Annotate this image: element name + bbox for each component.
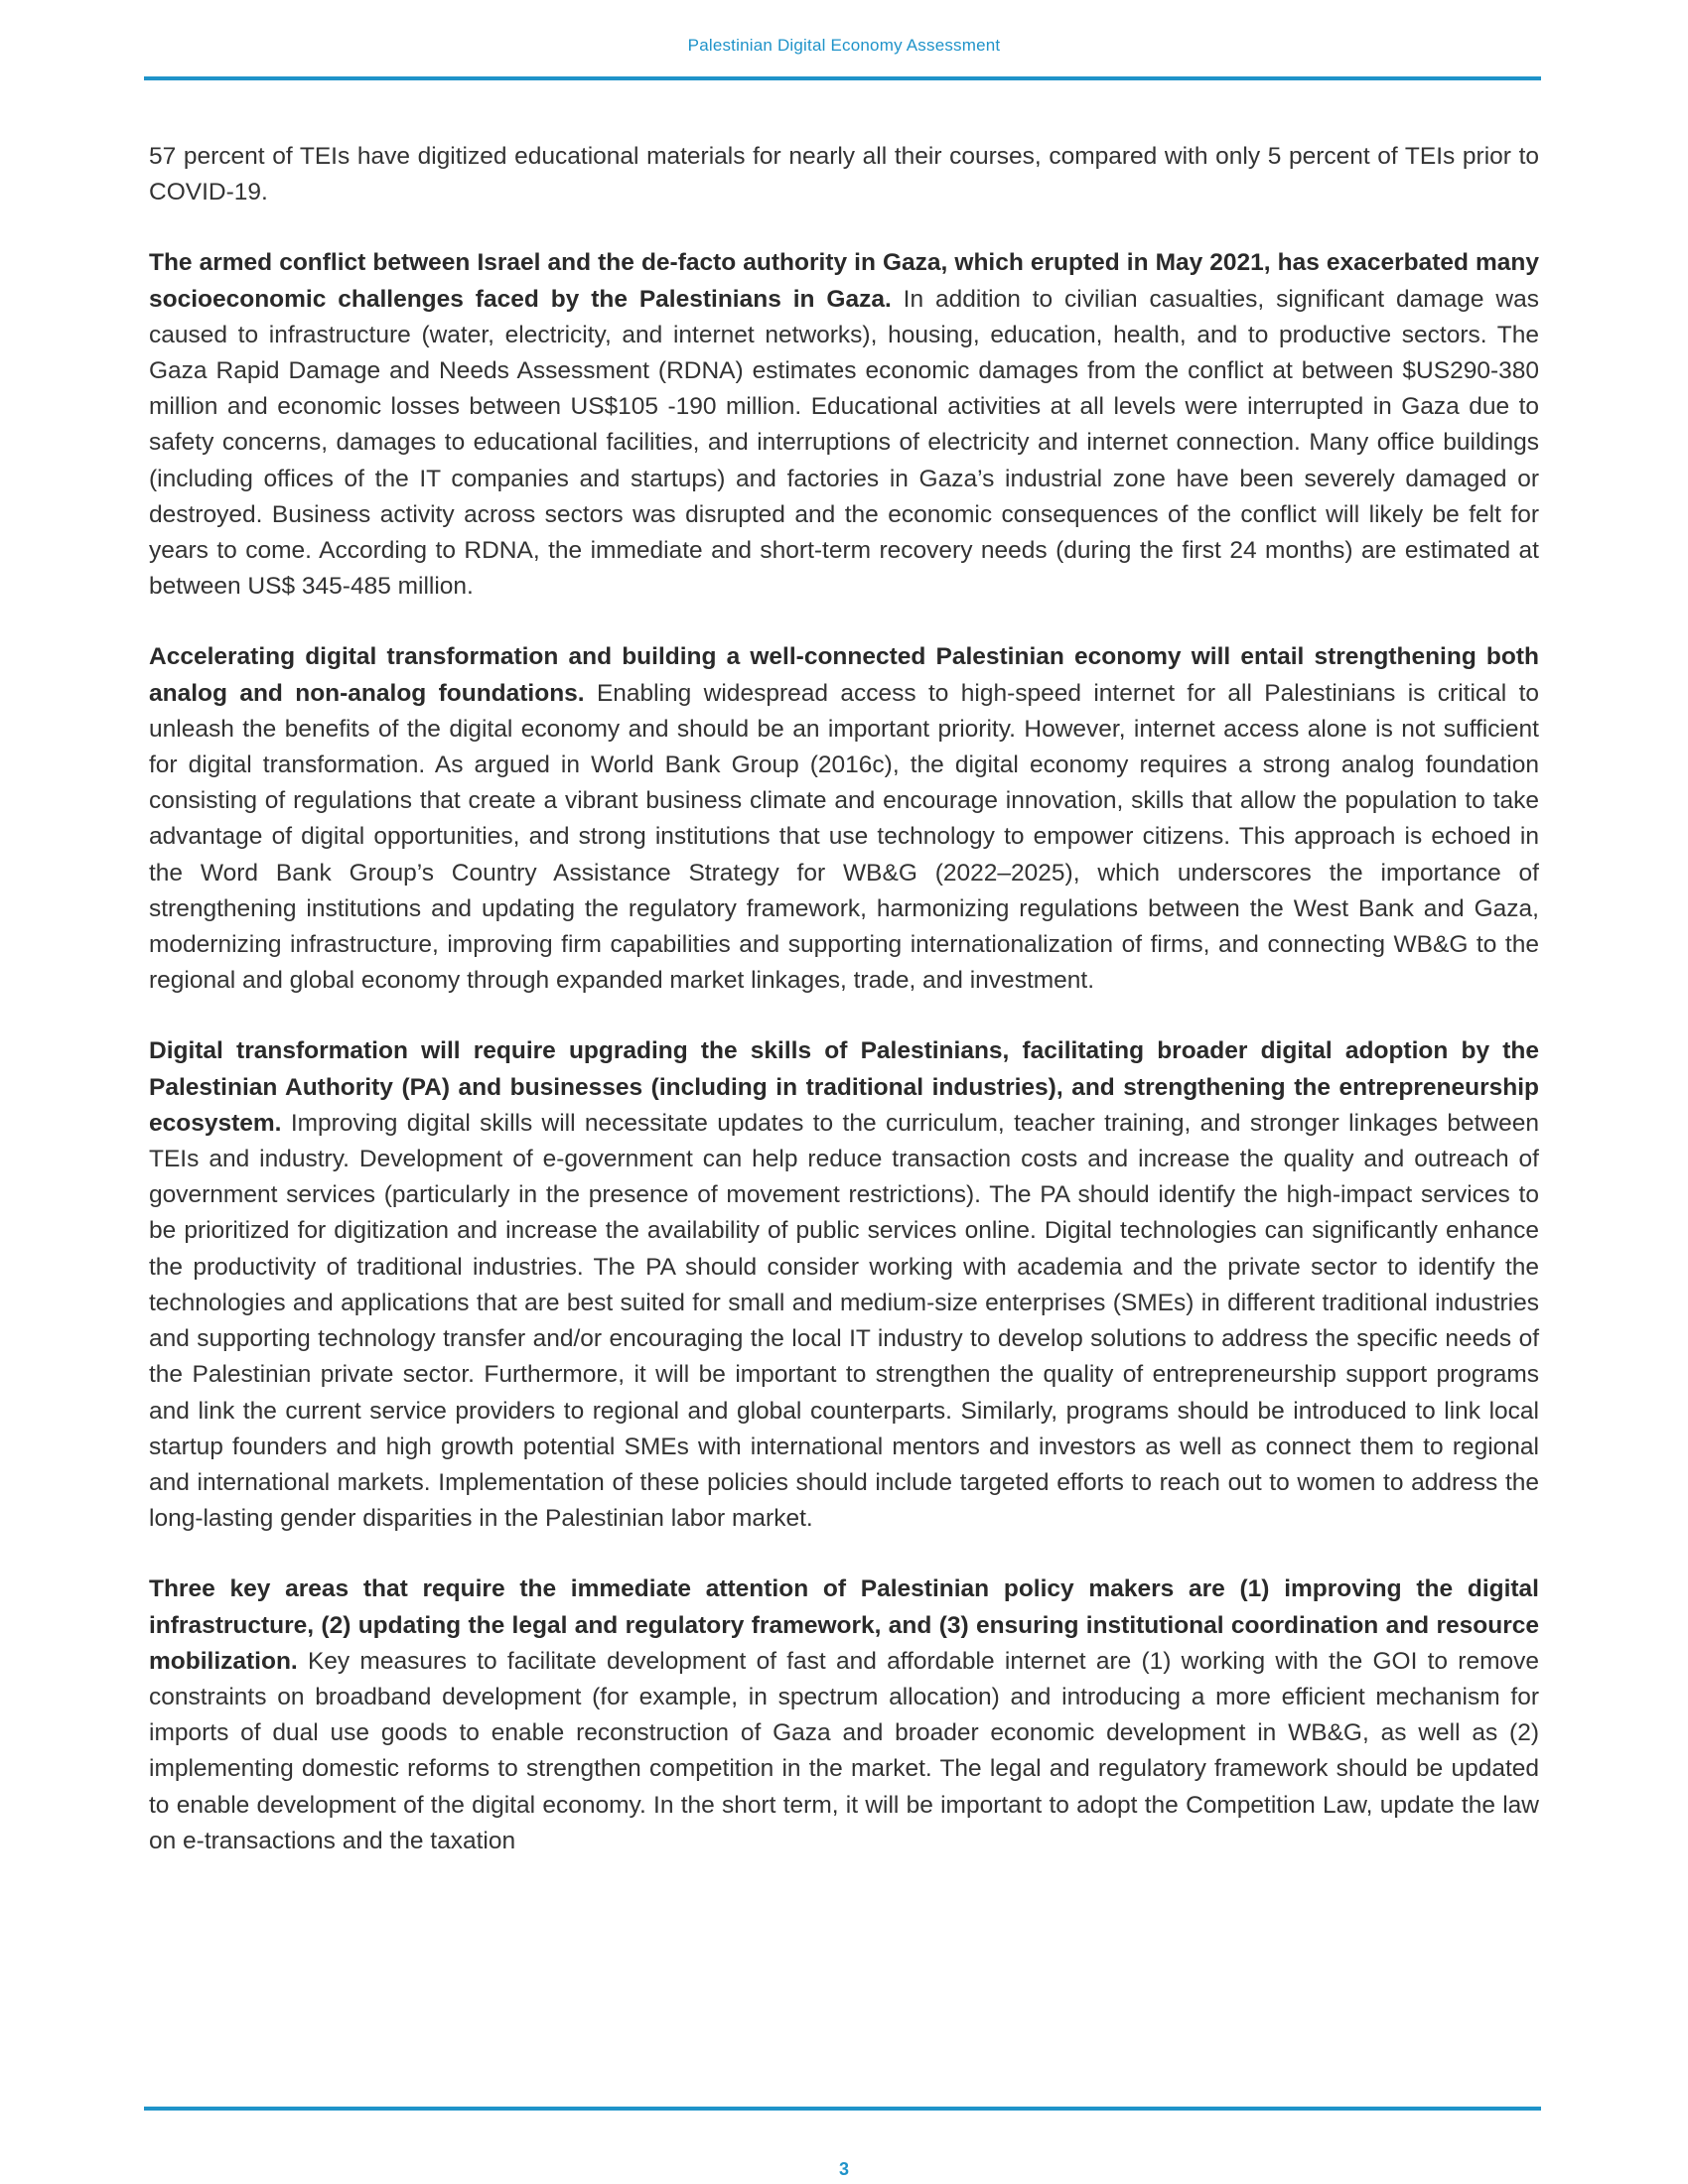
paragraph-skills-adoption <box>149 1033 1539 1537</box>
footer-rule <box>144 2107 1541 2111</box>
paragraph-body: Improving digital skills will necessitate updates to the curriculum, teacher training, and stronger linkages between TEIs and industry. Development of e-government can help reduce transaction costs and increase the quality and outreach of government services (particularly in the presence of movement restrictions). The PA should identify the high-impact services to be prioritized for digitization and increase the availability of public services online. Digital technologies can significantly enhance the productivity of traditional industries. The PA should consider working with academia and the private sector to identify the technologies and applications that are best suited for small and medium-size enterprises (SMEs) in different traditional industries and supporting technology transfer and/or encouraging the local IT industry to develop solutions to address the specific needs of the Palestinian private sector. Furthermore, it will be important to strengthen the quality of entrepreneurship support programs and link the current service providers to regional and global counterparts. Similarly, programs should be introduced to link local startup founders and high growth potential SMEs with international mentors and investors as well as connect them to regional and international markets. Implementation of these policies should include targeted efforts to reach out to women to address the long-lasting gender disparities in the Palestinian labor market. <box>149 1109 1539 1533</box>
paragraph-lead: Three key areas that require the immediate attention of Palestinian policy makers are (1) improving the digital infrastructure, (2) updating the legal and regulatory framework, and (3) ensuring institutional coordination and resource mobilization. <box>149 1575 1539 1675</box>
paragraph-analog-foundations <box>149 639 1539 999</box>
paragraph-body: Key measures to facilitate development of fast and affordable internet are (1) working with the GOI to remove constraints on broadband development (for example, in spectrum allocation) and introducing a more efficient mechanism for imports of dual use goods to enable reconstruction of Gaza and broader economic development in WB&G, as well as (2) implementing domestic reforms to strengthen competition in the market. The legal and regulatory framework should be updated to enable development of the digital economy. In the short term, it will be important to adopt the Competition Law, update the law on e-transactions and the taxation <box>149 1647 1539 1854</box>
paragraph-body: 57 percent of TEIs have digitized educational materials for nearly all their courses, compared with only 5 percent of TEIs prior to COVID-19. <box>149 143 1539 206</box>
paragraph-lead: The armed conflict between Israel and the de-facto authority in Gaza, which erupted in May 2021, has exacerbated many socioeconomic challenges faced by the Palestinians in Gaza. <box>149 249 1539 313</box>
page-number: 3 <box>838 2159 849 2179</box>
paragraph-body: In addition to civilian casualties, significant damage was caused to infrastructure (water, electricity, and internet networks), housing, education, health, and to productive sectors. The Gaza Rapid Damage and Needs Assessment (RDNA) estimates economic damages from the conflict at between $US290-380 million and economic losses between US$105 -190 million. Educational activities at all levels were interrupted in Gaza due to safety concerns, damages to educational facilities, and interruptions of electricity and internet connection. Many office buildings (including offices of the IT companies and startups) and factories in Gaza’s industrial zone have been severely damaged or destroyed. Business activity across sectors was disrupted and the economic consequences of the conflict will likely be felt for years to come. According to RDNA, the immediate and short-term recovery needs (during the first 24 months) are estimated at between US$ 345-485 million. <box>149 285 1539 601</box>
paragraph-lead: Digital transformation will require upgrading the skills of Palestinians, facilitating broader digital adoption by the Palestinian Authority (PA) and businesses (including in traditional industries), and strengthening the entrepreneurship ecosystem. <box>149 1037 1539 1137</box>
document-body <box>149 139 1539 1894</box>
paragraph-key-areas <box>149 1571 1539 1859</box>
paragraph-body: Enabling widespread access to high-speed internet for all Palestinians is critical to unleash the benefits of the digital economy and should be an important priority. However, internet access alone is not sufficient for digital transformation. As argued in World Bank Group (2016c), the digital economy requires a strong analog foundation consisting of regulations that create a vibrant business climate and encourage innovation, skills that allow the population to take advantage of digital opportunities, and strong institutions that use technology to empower citizens. This approach is echoed in the Word Bank Group’s Country Assistance Strategy for WB&G (2022–2025), which underscores the importance of strengthening institutions and updating the regulatory framework, harmonizing regulations between the West Bank and Gaza, modernizing infrastructure, improving firm capabilities and supporting internationalization of firms, and connecting WB&G to the regional and global economy through expanded market linkages, trade, and investment. <box>149 679 1539 995</box>
header-rule <box>144 76 1541 80</box>
running-header-title: Palestinian Digital Economy Assessment <box>687 36 1001 55</box>
paragraph-teis-digitized <box>149 139 1539 210</box>
paragraph-gaza-conflict <box>149 245 1539 605</box>
paragraph-lead: Accelerating digital transformation and building a well-connected Palestinian economy will entail strengthening both analog and non-analog foundations. <box>149 643 1539 707</box>
